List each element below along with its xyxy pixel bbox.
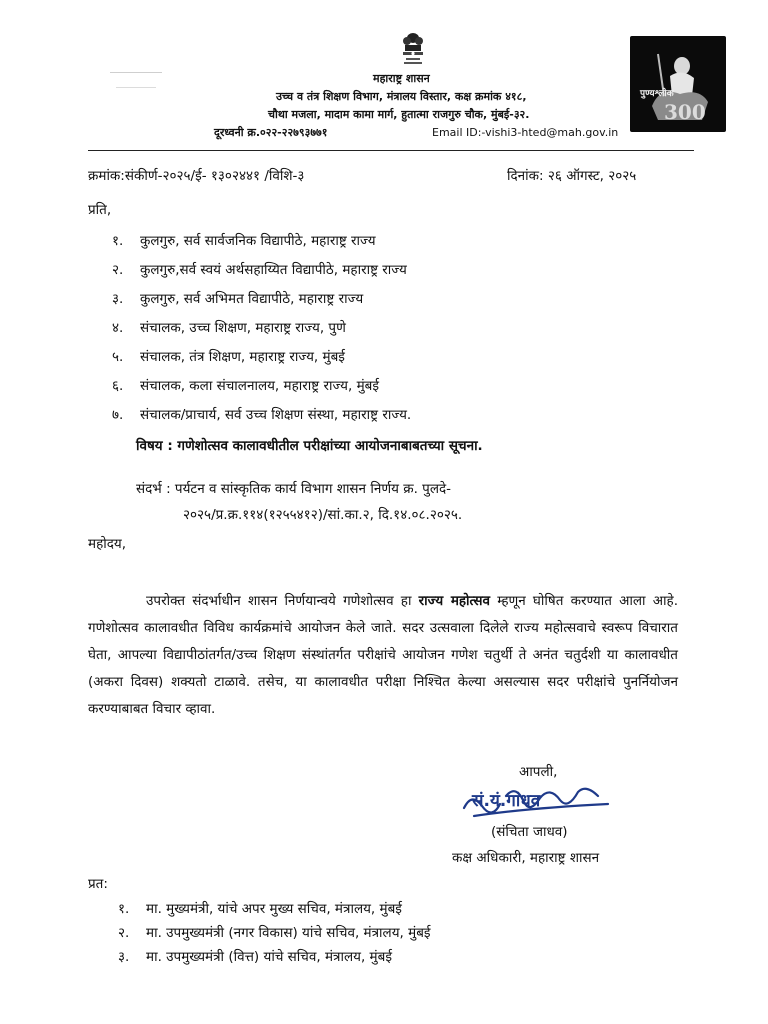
subject-line: विषय : गणेशोत्सव कालावधीतील परीक्षांच्या आयोजनाबाबतच्या सूचना. [136,438,483,454]
cc-label: प्रत: [88,876,108,892]
salutation: महोदय, [88,536,127,552]
body-paragraph [88,588,678,723]
cc-list [118,898,638,970]
list-item: ६. संचालक, कला संचालनालय, महाराष्ट्र राज्य, मुंबई [112,378,380,394]
photo-caption: पुण्यश्लोक [640,89,674,99]
list-item: ५. संचालक, तंत्र शिक्षण, महाराष्ट्र राज्य, मुंबई [112,349,345,365]
commemorative-photo [630,36,726,132]
reference-line-2: २०२५/प्र.क्र.११४(१२५५४१२)/सां.का.२, दि.१४.०८.२०२५. [183,507,463,523]
email-address[interactable]: Email ID:-vishi3-hted@mah.gov.in [432,126,619,139]
letter-date: दिनांक: २६ ऑगस्ट, २०२५ [507,168,637,184]
body-part-1: उपरोक्त संदर्भाधीन शासन निर्णयान्वये गणेशोत्सव हा [146,593,412,609]
reference-line-1: संदर्भ : पर्यटन व सांस्कृतिक कार्य विभाग शासन निर्णय क्र. पुलदे- [136,481,452,497]
faint-logo [110,64,170,104]
list-item: ४. संचालक, उच्च शिक्षण, महाराष्ट्र राज्य, पुणे [112,320,346,336]
list-item: २. कुलगुरु,सर्व स्वयं अर्थसहाय्यित विद्यापीठे, महाराष्ट्र राज्य [112,262,407,278]
list-item: ३. मा. उपमुख्यमंत्री (वित्त) यांचे सचिव, मंत्रालय, मुंबई [118,949,392,965]
list-item: १. कुलगुरु, सर्व सार्वजनिक विद्यापीठे, महाराष्ट्र राज्य [112,233,376,249]
reference-number: क्रमांक:संकीर्ण-२०२५/ई- १३०२४४१ /विशि-३ [88,168,305,184]
body-part-2: म्हणून घोषित करण्यात आला आहे. गणेशोत्सव कालावधीत विविध कार्यक्रमांचे आयोजन केले जाते. सदर उत्सवाला दिलेले राज्य महोत्सवाचे स्वरूप विचारात घेता, आपल्या विद्यापीठांतर्गत/उच्च शिक्षण संस्थांतर्गत परीक्षांचे आयोजन गणेश चतुर्थी ते अनंत चतुर्दशी या कालावधीत (अकरा दिवस) शक्यतो टाळावे. तसेच, या कालावधीत परीक्षा निश्चित केल्या असल्यास सदर परीक्षांचे पुनर्नियोजन करण्याबाबत विचार व्हावा. [88,593,678,717]
list-item: ३. कुलगुरु, सर्व अभिमत विद्यापीठे, महाराष्ट्र राज्य [112,291,364,307]
closing-yours: आपली, [519,764,558,780]
list-item: ७. संचालक/प्राचार्य, सर्व उच्च शिक्षण संस्था, महाराष्ट्र राज्य. [112,407,412,423]
department-line: उच्च व तंत्र शिक्षण विभाग, मंत्रालय विस्तार, कक्ष क्रमांक ४१८, [276,90,527,103]
recipient-list [112,230,632,433]
signature-icon [458,778,618,824]
govt-name: महाराष्ट्र शासन [373,72,430,85]
signature-text: सं.यं.गांधव [472,791,541,811]
header-divider [88,150,694,151]
address-line: चौथा मजला, मादाम कामा मार्ग, हुतात्मा राजगुरु चौक, मुंबई-३२. [268,108,530,121]
to-label: प्रति, [88,202,112,218]
signatory-name: (संचिता जाधव) [491,824,568,840]
signatory-designation: कक्ष अधिकारी, महाराष्ट्र शासन [452,850,600,866]
list-item: २. मा. उपमुख्यमंत्री (नगर विकास) यांचे सचिव, मंत्रालय, मुंबई [118,925,431,941]
list-item: १. मा. मुख्यमंत्री, यांचे अपर मुख्य सचिव, मंत्रालय, मुंबई [118,901,402,917]
phone-number: दूरध्वनी क्र.०२२-२२७९३७७१ [214,126,328,139]
photo-number: 300 [664,100,706,124]
state-emblem-icon [397,31,429,65]
body-highlight: राज्य महोत्सव [418,593,491,609]
